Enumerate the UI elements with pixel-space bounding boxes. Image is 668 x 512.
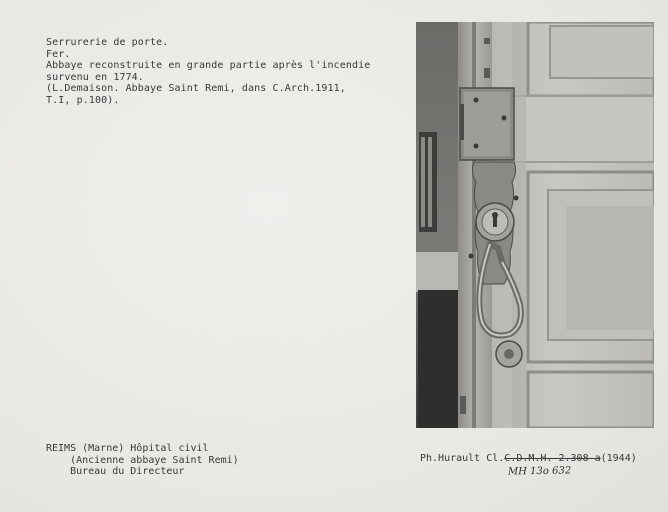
photo-credit — [420, 453, 660, 465]
caption-title: Serrurerie de porte. — [46, 37, 169, 48]
caption-history-cont: survenu en 1774. — [46, 71, 144, 83]
credit-year: (1944) — [600, 453, 637, 464]
caption-material: Fer. — [46, 48, 71, 60]
caption-reference-cont: T.I, p.100). — [46, 94, 120, 106]
caption-history: Abbaye reconstruite en grande partie après l'incendie — [46, 60, 371, 71]
credit-photographer: Ph.Hurault Cl. — [420, 453, 505, 464]
location-city: REIMS (Marne) Hôpital civil — [46, 443, 209, 454]
caption-reference: (L.Demaison. Abbaye Saint Remi, dans C.Arch.1911, — [46, 83, 346, 94]
caption-block — [46, 37, 406, 106]
credit-struck-reference: C.D.M.H. 2.308 a — [504, 453, 601, 464]
location-block — [46, 443, 346, 478]
door-lock-photo — [416, 22, 654, 428]
handwritten-inventory-number: MH 13o 632 — [507, 465, 572, 478]
location-room: Bureau du Directeur — [46, 466, 185, 477]
location-building: (Ancienne abbaye Saint Remi) — [46, 454, 239, 466]
